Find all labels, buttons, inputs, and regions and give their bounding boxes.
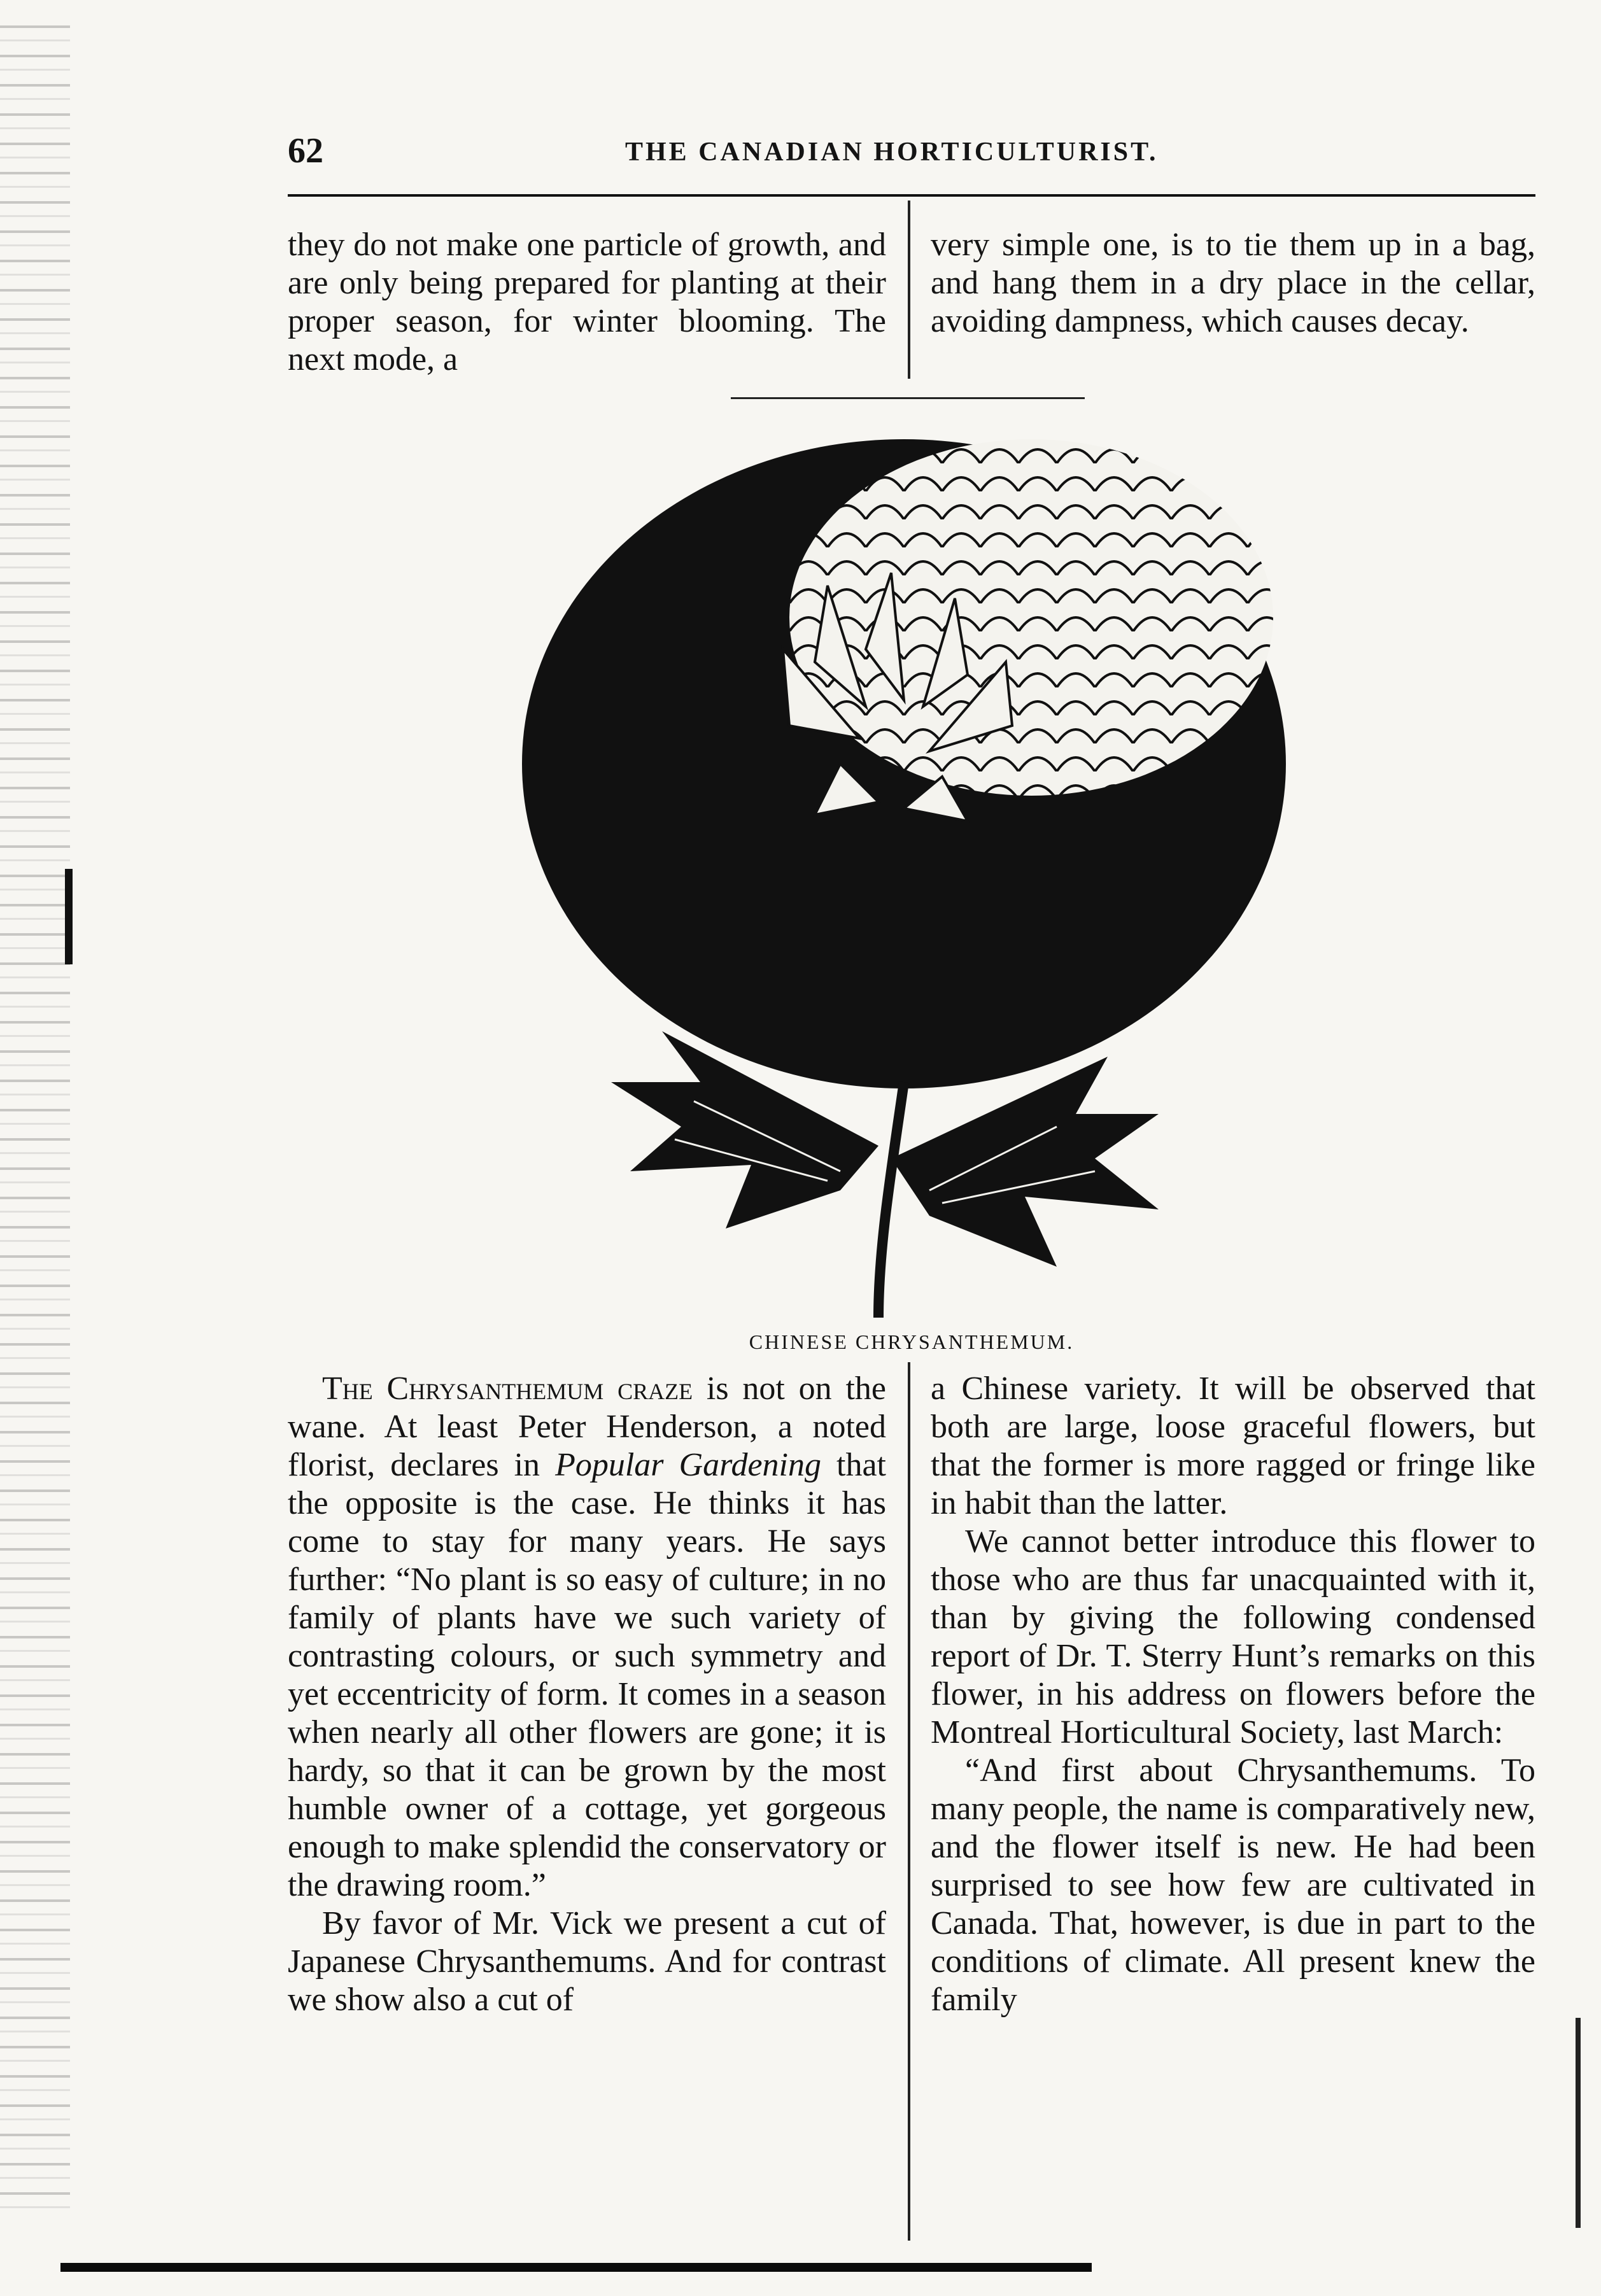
text-run: is not on the wane. At least Peter Henderson, a noted florist, declares in [288,1370,886,1483]
publication-title: Popular Gardening [555,1447,821,1483]
paragraph: very simple one, is to tie them up in a bag, and hang them in a dry place in the cellar, avoiding dampness, which causes decay. [931,227,1535,339]
bottom-rule [60,2263,1092,2272]
lead-in: The Chrysanthemum craze [322,1370,693,1407]
column-separator [908,201,910,379]
chrysanthemum-illustration [484,407,1324,1324]
top-right-column [931,226,1535,341]
scan-edge-mark [1576,2018,1581,2228]
paragraph [288,1370,886,1905]
paragraph: they do not make one particle of growth, and are only being prepared for planting at their proper season, for winter blooming. The next mode, a [288,227,886,377]
paragraph: By favor of Mr. Vick we present a cut of Japanese Chrysanthemums. And for contrast we show also a cut of [288,1905,886,2018]
right-column [931,1370,1535,2019]
running-head: THE CANADIAN HORTICULTURIST. [625,137,1159,167]
header-rule [288,194,1535,197]
left-column [288,1370,886,2019]
scan-edge-mark [65,869,73,964]
section-rule [731,397,1085,399]
column-separator [908,1362,910,2241]
paragraph: We cannot better introduce this flower to those who are thus far unacquainted with it, than by giving the following condensed report of Dr. T. Sterry Hunt’s remarks on this flower, in his address on flowers before the Montreal Horticultural Society, last March: [931,1523,1535,1750]
figure-caption: CHINESE CHRYSANTHEMUM. [749,1330,1075,1353]
scan-left-edge [0,25,70,2209]
page-header [288,130,1535,181]
text-run: that the opposite is the case. He thinks it has come to stay for many years. He says further: “No plant is so easy of culture; in no family of plants have we such variety of contrasting colours, or such symmetry and yet eccentricity of form. It comes in a season when nearly all other flowers are gone; it is hardy, so that it can be grown by the most humble owner of a cottage, yet gorgeous enough to make splendid the conservatory or the drawing room.” [288,1447,886,1903]
paragraph: “And first about Chrysanthemums. To many people, the name is comparatively new, and the flower itself is new. He had been surprised to see how few are cultivated in Canada. That, however, is due in part to the conditions of climate. All present knew the family [931,1752,1535,2018]
top-left-column [288,226,886,379]
paragraph: a Chinese variety. It will be observed that both are large, loose graceful flowers, but that the former is more ragged or fringe like in habit than the latter. [931,1370,1535,1521]
page-number: 62 [288,131,323,171]
